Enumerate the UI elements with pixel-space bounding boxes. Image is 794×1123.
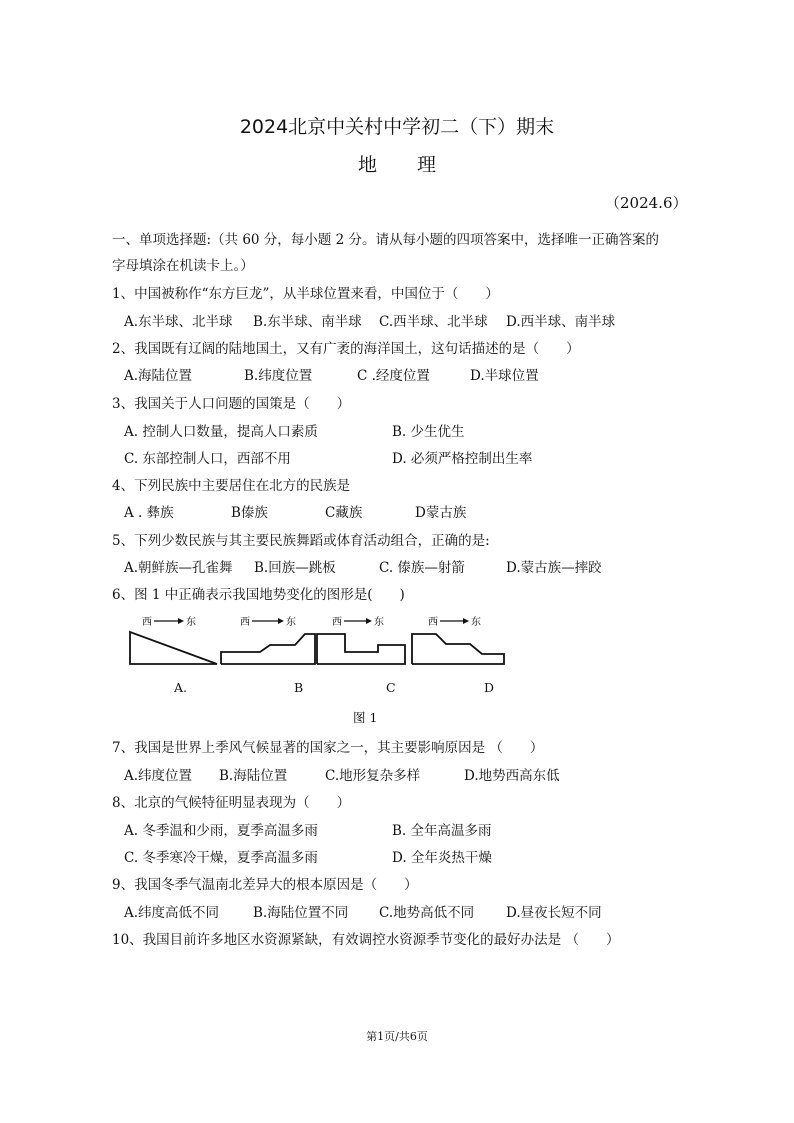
page-number: 第1页/共6页 bbox=[366, 1030, 428, 1043]
terrain-figure bbox=[120, 612, 520, 672]
question-8-stem: 8、北京的气候特征明显表现为（ ） bbox=[112, 795, 351, 811]
question-9-option-b: B.海陆位置不同 bbox=[253, 905, 349, 921]
figure-label-a: A. bbox=[174, 680, 188, 695]
question-9-option-a: A.纬度高低不同 bbox=[124, 905, 220, 921]
question-4-option-c: C藏族 bbox=[325, 505, 363, 521]
question-8-option-c: C. 冬季寒冷干燥，夏季高温多雨 bbox=[124, 850, 318, 866]
question-5-option-d: D.蒙古族—摔跤 bbox=[506, 560, 602, 576]
question-7-option-b: B.海陆位置 bbox=[219, 768, 288, 784]
question-2-option-a: A.海陆位置 bbox=[124, 368, 193, 384]
section-instruction-line1: 一、单项选择题:（共 60 分，每小题 2 分。请从每小题的四项答案中，选择唯一正确答案的 bbox=[112, 232, 659, 248]
figure-label-b: B bbox=[294, 680, 304, 695]
question-4-option-d: D蒙古族 bbox=[415, 505, 467, 521]
question-1-option-a: A.东半球、北半球 bbox=[124, 314, 233, 330]
subject-title: 地理 bbox=[357, 154, 476, 176]
figure-b-west: 西 bbox=[240, 617, 250, 628]
question-1-option-d: D.西半球、南半球 bbox=[506, 314, 616, 330]
figure-label-d: D bbox=[484, 680, 495, 695]
question-5-option-b: B.回族—跳板 bbox=[254, 560, 336, 576]
question-8-option-d: D. 全年炎热干燥 bbox=[392, 850, 492, 866]
exam-title: 2024北京中关村中学初二（下）期末 bbox=[239, 116, 555, 138]
figure-b-diagram bbox=[221, 615, 315, 664]
exam-date: （2024.6） bbox=[605, 194, 688, 212]
figure-d-diagram bbox=[412, 615, 504, 664]
figure-a-west: 西 bbox=[142, 617, 152, 628]
question-8-option-b: B. 全年高温多雨 bbox=[392, 823, 492, 839]
question-7-option-d: D.地势西高东低 bbox=[464, 768, 560, 784]
question-10-stem: 10、我国目前许多地区水资源紧缺，有效调控水资源季节变化的最好办法是 （ ） bbox=[112, 932, 620, 948]
question-3-option-d: D. 必须严格控制出生率 bbox=[392, 451, 533, 467]
question-1-option-b: B.东半球、南半球 bbox=[253, 314, 362, 330]
question-7-option-c: C.地形复杂多样 bbox=[325, 768, 421, 784]
figure-caption: 图 1 bbox=[353, 710, 378, 725]
question-7-option-a: A.纬度位置 bbox=[124, 768, 193, 784]
question-4-option-a: A . 彝族 bbox=[124, 505, 174, 521]
figure-c-west: 西 bbox=[332, 617, 342, 628]
question-4-stem: 4、下列民族中主要居住在北方的民族是 bbox=[112, 478, 351, 494]
question-1-stem: 1、中国被称作“东方巨龙”，从半球位置来看，中国位于（ ） bbox=[112, 286, 499, 302]
figure-a-east: 东 bbox=[186, 617, 196, 628]
question-1-option-c: C.西半球、北半球 bbox=[379, 314, 488, 330]
question-9-option-d: D.昼夜长短不同 bbox=[506, 905, 602, 921]
question-3-option-c: C. 东部控制人口，西部不用 bbox=[124, 451, 291, 467]
question-7-stem: 7、我国是世界上季风气候显著的国家之一，其主要影响原因是 （ ） bbox=[112, 740, 544, 756]
question-4-option-b: B傣族 bbox=[231, 505, 268, 521]
figure-c-diagram bbox=[317, 615, 405, 664]
question-9-option-c: C.地势高低不同 bbox=[379, 905, 475, 921]
question-5-option-a: A.朝鲜族—孔雀舞 bbox=[124, 560, 233, 576]
question-3-option-b: B. 少生优生 bbox=[392, 424, 465, 440]
question-2-option-b: B.纬度位置 bbox=[244, 368, 313, 384]
figure-d-west: 西 bbox=[428, 617, 438, 628]
question-2-option-c: C .经度位置 bbox=[357, 368, 430, 384]
question-5-option-c: C. 傣族—射箭 bbox=[379, 560, 465, 576]
figure-c-east: 东 bbox=[374, 617, 384, 628]
question-8-option-a: A. 冬季温和少雨，夏季高温多雨 bbox=[124, 823, 318, 839]
question-3-stem: 3、我国关于人口问题的国策是（ ） bbox=[112, 396, 351, 412]
question-9-stem: 9、我国冬季气温南北差异大的根本原因是（ ） bbox=[112, 877, 418, 893]
figure-a-diagram bbox=[130, 615, 217, 664]
question-2-option-d: D.半球位置 bbox=[470, 368, 539, 384]
figure-b-east: 东 bbox=[286, 617, 296, 628]
section-instruction-line2: 字母填涂在机读卡上。） bbox=[112, 258, 254, 274]
figure-label-c: C bbox=[386, 680, 396, 695]
question-3-option-a: A. 控制人口数量，提高人口素质 bbox=[124, 424, 318, 440]
question-5-stem: 5、下列少数民族与其主要民族舞蹈或体育活动组合，正确的是: bbox=[112, 533, 490, 549]
question-2-stem: 2、我国既有辽阔的陆地国土，又有广袤的海洋国土，这句话描述的是（ ） bbox=[112, 341, 580, 357]
question-6-stem: 6、图 1 中正确表示我国地势变化的图形是( ) bbox=[112, 587, 405, 603]
figure-d-east: 东 bbox=[471, 617, 481, 628]
